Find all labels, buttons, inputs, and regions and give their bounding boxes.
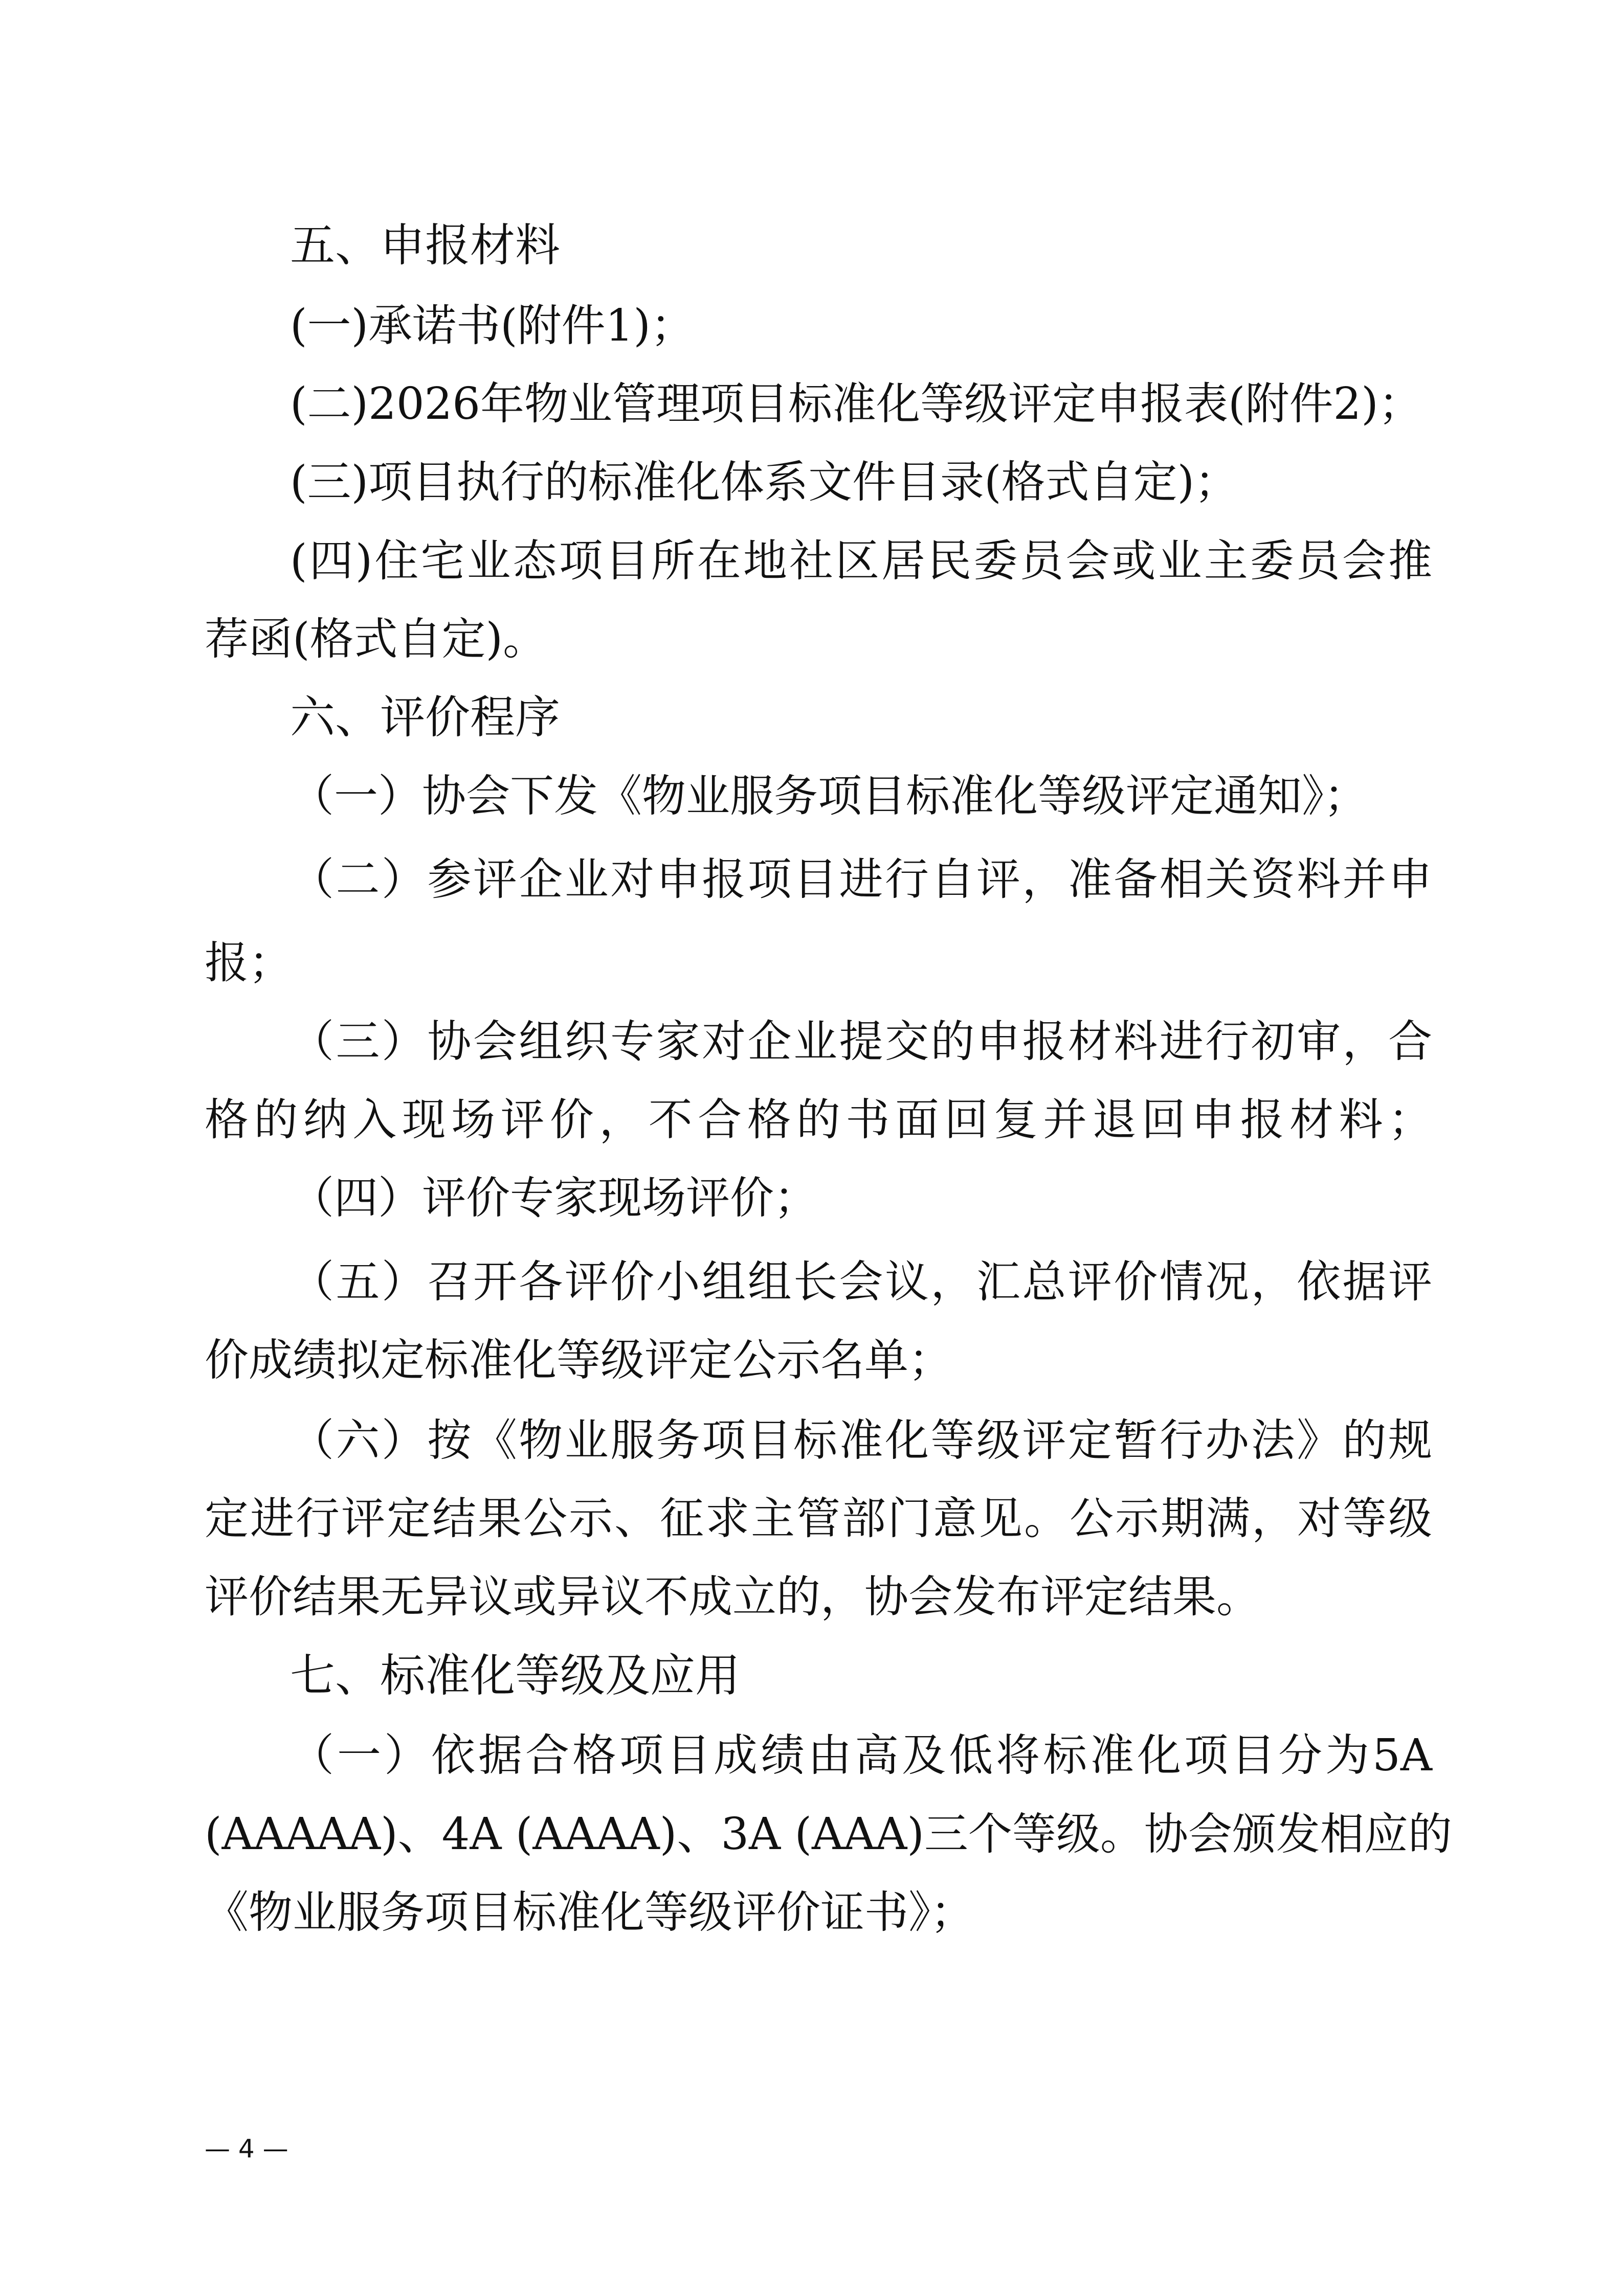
section-5-heading: 五、申报材料: [290, 219, 561, 272]
section-6-line-10: 定进行评定结果公示、征求主管部门意见。公示期满，对等级: [205, 1493, 1432, 1544]
section-5-item-4-cont: 荐函(格式自定)。: [205, 614, 547, 665]
section-7-heading: 七、标准化等级及应用: [290, 1649, 741, 1702]
section-5-item-3: (三)项目执行的标准化体系文件目录(格式自定)；: [290, 457, 1239, 508]
section-6-line-1: （一）协会下发《物业服务项目标准化等级评定通知》；: [290, 771, 1368, 822]
section-6-line-6: （四）评价专家现场评价；: [290, 1173, 818, 1224]
section-6-line-4: （三）协会组织专家对企业提交的申报材料进行初审，合: [290, 1016, 1432, 1067]
page-number: — 4 —: [205, 2134, 288, 2164]
section-5-item-2: (二)2026年物业管理项目标准化等级评定申报表(附件2)；: [290, 378, 1422, 430]
section-6-line-8: 价成绩拟定标准化等级评定公示名单；: [205, 1335, 952, 1386]
section-6-line-2: （二）参评企业对申报项目进行自评，准备相关资料并申: [290, 854, 1432, 905]
section-6-line-7: （五）召开各评价小组组长会议，汇总评价情况，依据评: [290, 1256, 1432, 1308]
section-6-line-11: 评价结果无异议或异议不成立的，协会发布评定结果。: [205, 1571, 1260, 1623]
section-7-line-3: 《物业服务项目标准化等级评价证书》；: [205, 1887, 974, 1938]
section-7-line-2: (AAAAA)、4A (AAAA)、3A (AAA)三个等级。协会颁发相应的: [205, 1809, 1452, 1860]
section-6-line-5: 格的纳入现场评价，不合格的书面回复并退回申报材料；: [205, 1094, 1432, 1145]
section-6-heading: 六、评价程序: [290, 691, 561, 744]
section-6-line-3: 报；: [205, 937, 293, 988]
section-5-item-4: (四)住宅业态项目所在地社区居民委员会或业主委员会推: [290, 535, 1432, 587]
section-5-item-1: (一)承诺书(附件1)；: [290, 300, 695, 351]
section-7-line-1: （一）依据合格项目成绩由高及低将标准化项目分为5A: [290, 1730, 1432, 1781]
section-6-line-9: （六）按《物业服务项目标准化等级评定暂行办法》的规: [290, 1415, 1432, 1466]
